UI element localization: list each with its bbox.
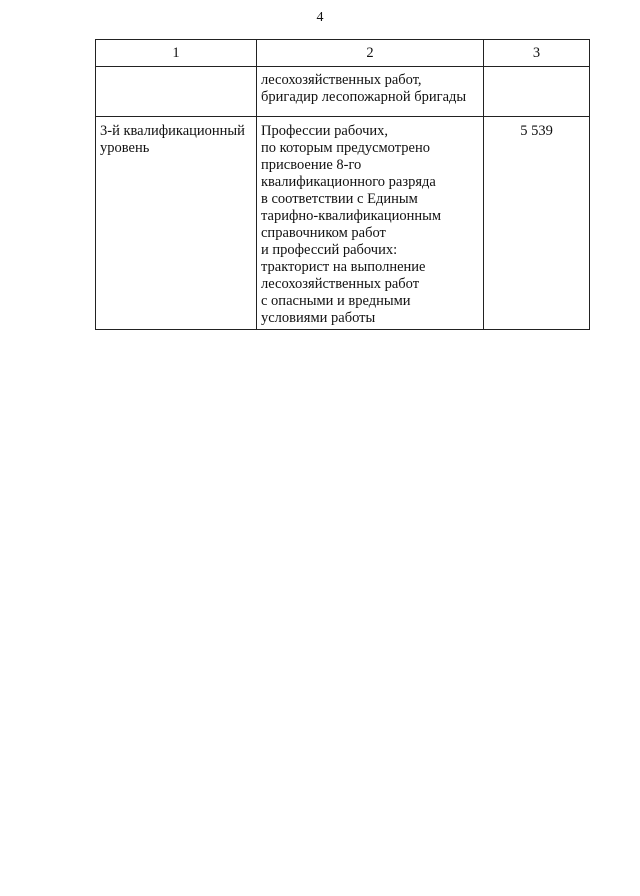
qualification-table — [95, 39, 590, 330]
header-cell-1: 1 — [96, 40, 257, 67]
professions-cell: лесохозяйственных работ, бригадир лесопожарной бригады — [257, 67, 484, 117]
salary-cell — [484, 67, 590, 117]
table-row — [96, 117, 590, 330]
qualification-level-cell — [96, 67, 257, 117]
table-header-row — [96, 40, 590, 67]
page-number: 4 — [316, 10, 324, 25]
qualification-level-cell: 3-й квалификационный уровень — [96, 117, 257, 330]
header-cell-3: 3 — [484, 40, 590, 67]
salary-cell: 5 539 — [484, 117, 590, 330]
table-row — [96, 67, 590, 117]
professions-cell: Профессии рабочих, по которым предусмотрено присвоение 8-го квалификационного разряда в соответствии с Единым тарифно-квалификационным справочником работ и профессий рабочих: тракторист на выполнение лесохозяйственных работ с опасными и вредными условиями работы — [257, 117, 484, 330]
header-cell-2: 2 — [257, 40, 484, 67]
